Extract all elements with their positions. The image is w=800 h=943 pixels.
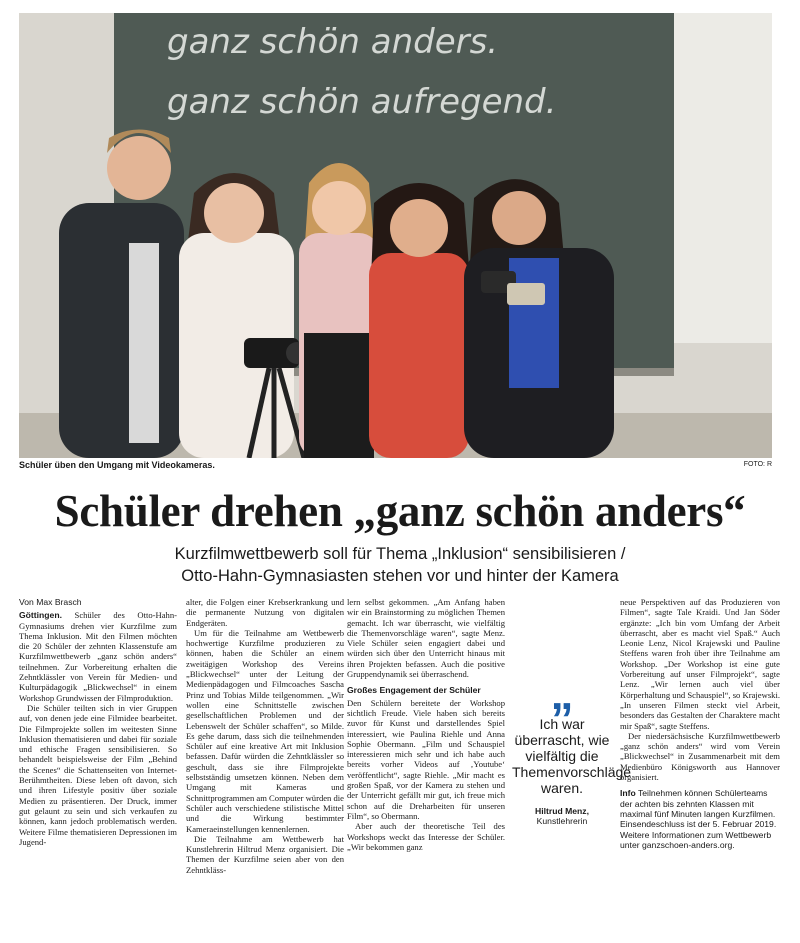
quote-mark-icon: „ bbox=[550, 667, 574, 719]
paragraph: Der niedersächsische Kurzfilmwettbewerb „ganz schön anders“ wird vom Verein „Blickwechsel“ in Zusammenarbeit mit dem Medienbüro Königsworth aus Hannover organisiert. bbox=[620, 730, 780, 783]
paragraph: Die Schüler teilten sich in vier Gruppen auf, von denen jede eine Filmidee bearbeitet. Die Filmprojekte sollen im weitesten Sinne Inklusion thematisieren und dabei für soziale und ethische Fragen sensibilisieren. So behandelt beispielsweise der Film „Behind the Scenes“ die Schattenseiten von Internet-Berühmtheiten. Diese leben oft davon, sich und ihren Lifestyle positiv über soziale Medien zu präsentieren. Der Druck, immer gut gelaunt zu sein und sich verkaufen zu können, kann jedoch problematisch werden. Weitere Filme thematisieren Depressionen im Jugend- bbox=[19, 702, 177, 847]
student-figure-2 bbox=[179, 173, 294, 458]
section-subheading: Großes Engagement der Schüler bbox=[347, 685, 481, 696]
quote-text: Ich war überrascht, wie vielfältig die Themenvorschläge waren. bbox=[512, 716, 632, 796]
info-text: Teilnehmen können Schülerteams der achten bis zehnten Klassen mit maximal fünf Minuten langen Kurzfilmen. Einsendeschluss ist der 5. Februar 2019. Weitere Informationen zum Wettbewerb unter ganzschoen-anders.org. bbox=[620, 788, 777, 850]
chalk-line-2: ganz schön aufregend. bbox=[167, 82, 557, 122]
student-figure-3 bbox=[299, 163, 379, 458]
article-column-1 bbox=[19, 597, 177, 847]
lead-paragraph bbox=[19, 610, 177, 703]
article-column-2 bbox=[186, 597, 344, 875]
photo-caption-bar bbox=[19, 458, 772, 472]
info-label: Info bbox=[620, 788, 636, 799]
photo-credit: FOTO: R bbox=[743, 461, 772, 468]
paragraph: Die Teilnahme am Wettbewerb hat Kunstlehrerin Hiltrud Menz organisiert. Die Themen der Kurzfilme seien aber von den Zehntkläss- bbox=[186, 833, 344, 875]
headline: Schüler drehen „ganz schön anders“ bbox=[54, 486, 746, 536]
lead-text: Schüler des Otto-Hahn-Gymnasiums drehen vier Kurzfilme zum Thema Inklusion. Mit den Filmen möchten die 20 Schüler der zehnten Klassenstufe am Kurzfilmwettbewerb „ganz schön anders“ teilnehmen. Zur Vorbereitung erhalten die Zehntklässler von Verein für Medien- und Kulturpädagogik „Blickwechsel“ in einem Workshop Grundwissen der Filmproduktion. bbox=[19, 610, 177, 703]
paragraph: lern selbst gekommen. „Am Anfang haben wir ein Brainstorming zu möglichen Themen gemacht. Ich war überrascht, wie vielfältig die Themenvorschläge waren“, sagte Menz. Viele Schüler seien engagiert dabei und würden sich über den Unterricht hinaus mit ihren Projekten befassen. Auch die positive Gruppendynamik sei überraschend. bbox=[347, 597, 505, 680]
quote-author: Hiltrud Menz, bbox=[535, 806, 589, 816]
subheadline-line-1: Kurzfilmwettbewerb soll für Thema „Inklusion“ sensibilisieren / bbox=[174, 545, 626, 563]
chalk-line-1: ganz schön anders. bbox=[167, 22, 499, 62]
quote-author-role: Kunstlehrerin bbox=[536, 816, 588, 826]
article-photo bbox=[19, 13, 772, 458]
paragraph: Den Schülern bereitete der Workshop sichtlich Freude. Viele haben sich bereits zuvor für Kunst und darstellendes Spiel interessiert, wie Paulina Riehle und Anna Sophie Obermann. „Film und Schauspiel interessieren mich sehr und ich habe auch bereits vorher Videos auf ‚Youtube‘ veröffentlicht“, sagte Riehle. „Mir macht es großen Spaß, vor der Kamera zu stehen und der Unterricht gefällt mir gut, ich freue mich schon auf die Dreharbeiten für unseren Film“, so Obermann. bbox=[347, 697, 505, 821]
photo-caption: Schüler üben den Umgang mit Videokameras. bbox=[19, 460, 215, 470]
article-column-3 bbox=[347, 597, 505, 852]
classroom-illustration bbox=[19, 13, 772, 458]
byline: Von Max Brasch bbox=[19, 597, 82, 607]
lead-city: Göttingen. bbox=[19, 610, 62, 621]
info-box bbox=[620, 788, 780, 850]
info-paragraph bbox=[620, 788, 780, 850]
article-column-4 bbox=[620, 597, 780, 850]
student-figure-4 bbox=[369, 183, 474, 458]
paragraph: neue Perspektiven auf das Produzieren von Filmen“, sagte Tale Kraidi. Und Jan Söder ergänzte: „Ich bin vom Umfang der Arbeit überrascht, aber es macht viel Spaß.“ Auch Leonie Lenz, Nicol Krajewski und Pauline Steffens waren froh über ihre Teilnahme am Workshop. „Der Workshop ist eine gute Vorbereitung auf unser Filmprojekt“, sagte Lenz. „Wir lernen auch viel über Körperhaltung und Schauspiel“, so Krajewski. „In unseren Filmen steckt viel Arbeit, besonders das Gestalten der Charaktere macht mir Spaß“, sagte Steffens. bbox=[620, 597, 780, 731]
subheadline bbox=[0, 543, 800, 587]
paragraph: Aber auch der theoretische Teil des Workshops weckt das Interesse der Schüler. „Wir bekommen ganz bbox=[347, 821, 505, 852]
subheadline-line-2: Otto-Hahn-Gymnasiasten stehen vor und hinter der Kamera bbox=[181, 567, 619, 585]
paragraph: alter, die Folgen einer Krebserkrankung und die permanente Nutzung von digitalen Endgeräten. bbox=[186, 597, 344, 628]
paragraph: Um für die Teilnahme am Wettbewerb hochwertige Kurzfilme produzieren zu können, haben die Schüler an einem zweitägigen Workshop des Vereins „Blickwechsel“ unter der Leitung der Medienpädagogen und Filmcoaches Sascha Prinz und Tobias Milde teilgenommen. „Wir wollen eine Schnittstelle zwischen gesellschaftlichen Problemen und der Lebenswelt der Schüler schaffen“, so Milde. Es gehe darum, dass sich die teilnehmenden Schüler auf eine kreative Art mit Inklusion befassen. Dafür würden die Zehntklässler so geschult, dass sie ihre Filmprojekte selbstständig umsetzen können. Neben dem Umgang mit Kameras und Schnittprogrammen am Computer würden die Schüler auch verschiedene stilistische Mittel und die Wirkung bestimmter Kameraeinstellungen kennenlernen. bbox=[186, 627, 344, 834]
